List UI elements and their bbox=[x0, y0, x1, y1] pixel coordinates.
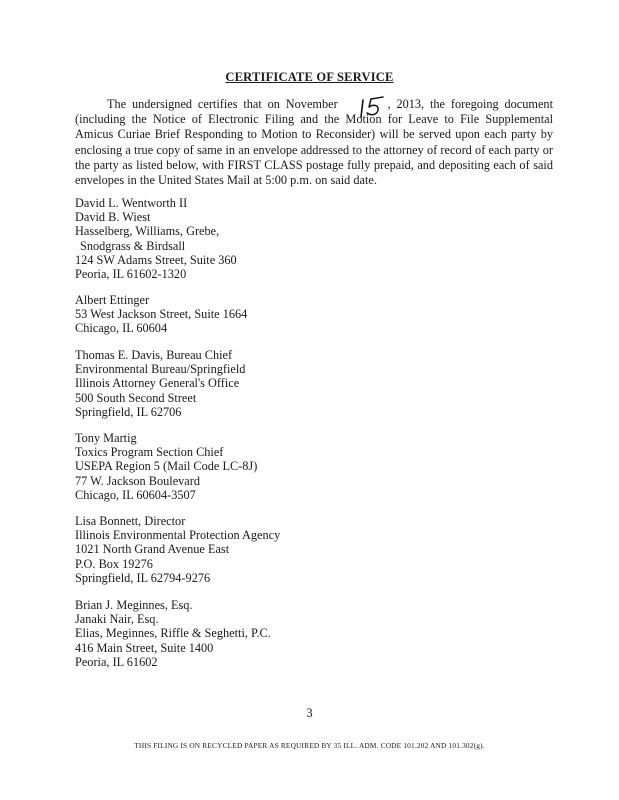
recipient-line: Lisa Bonnett, Director bbox=[75, 514, 186, 528]
recipient-line: Peoria, IL 61602-1320 bbox=[75, 267, 187, 282]
recipient-block-5 bbox=[75, 514, 280, 585]
recipient-block-6 bbox=[75, 598, 271, 669]
recipient-block-3 bbox=[75, 348, 245, 419]
recipient-line: Illinois Environmental Protection Agency bbox=[75, 528, 281, 543]
recipient-line: Illinois Attorney General's Office bbox=[75, 376, 240, 391]
recipient-line: USEPA Region 5 (Mail Code LC-8J) bbox=[75, 459, 258, 474]
paragraph-opening: The undersigned certifies that on November bbox=[107, 97, 338, 111]
recipient-block-1 bbox=[75, 196, 237, 281]
recipient-line: Springfield, IL 62794-9276 bbox=[75, 570, 211, 585]
recipient-line: David L. Wentworth II bbox=[75, 196, 188, 210]
recipient-line: Environmental Bureau/Springfield bbox=[75, 362, 246, 377]
recipient-line: Springfield, IL 62706 bbox=[75, 404, 182, 419]
recipient-line: David B. Wiest bbox=[75, 210, 151, 225]
recipient-line: 53 West Jackson Street, Suite 1664 bbox=[75, 307, 248, 322]
recipient-line: Chicago, IL 60604-3507 bbox=[75, 487, 196, 502]
recipient-line: Albert Ettinger bbox=[75, 293, 150, 307]
recipient-line: Hasselberg, Williams, Grebe, bbox=[75, 224, 220, 239]
recipient-line: Snodgrass & Birdsall bbox=[80, 238, 186, 253]
paragraph-body: , 2013, the foregoing document (including the Notice of Electronic Filing and the Motion for Leave to File Supplemental Amicus Curiae Brief Responding to Motion to Reconsider) will be served upon each party by enclosing a true copy of same in an envelope addressed to the attorney of record of each party or the party as listed below, with FIRST CLASS postage fully prepaid, and depositing each of said envelopes in the United States Mail at 5:00 p.m. on said date. bbox=[75, 97, 553, 188]
recipient-block-4 bbox=[75, 431, 257, 502]
recipient-line: Thomas E. Davis, Bureau Chief bbox=[75, 348, 233, 362]
certificate-title: CERTIFICATE OF SERVICE bbox=[225, 70, 394, 84]
handwritten-day-signature bbox=[358, 96, 386, 122]
recipient-line: Brian J. Meginnes, Esq. bbox=[75, 598, 193, 612]
recipient-line: 77 W. Jackson Boulevard bbox=[75, 473, 201, 488]
recipient-line: Elias, Meginnes, Riffle & Seghetti, P.C. bbox=[75, 626, 271, 641]
recipient-line: 124 SW Adams Street, Suite 360 bbox=[75, 252, 237, 267]
recipient-line: P.O. Box 19276 bbox=[75, 556, 153, 571]
recipient-line: Toxics Program Section Chief bbox=[75, 445, 224, 460]
recipient-line: 1021 North Grand Avenue East bbox=[75, 542, 230, 557]
recipient-block-2 bbox=[75, 293, 247, 336]
recipient-line: 416 Main Street, Suite 1400 bbox=[75, 640, 214, 655]
recipient-line: Janaki Nair, Esq. bbox=[75, 612, 159, 627]
recipient-line: Peoria, IL 61602 bbox=[75, 654, 158, 669]
recipient-line: 500 South Second Street bbox=[75, 390, 197, 405]
page-number: 3 bbox=[306, 706, 313, 720]
recycled-paper-footer: THIS FILING IS ON RECYCLED PAPER AS REQUIRED BY 35 ILL. ADM. CODE 101.202 AND 101.302(g). bbox=[134, 741, 485, 750]
recipient-line: Chicago, IL 60604 bbox=[75, 321, 168, 336]
recipient-line: Tony Martig bbox=[75, 431, 137, 445]
service-paragraph bbox=[75, 97, 553, 188]
